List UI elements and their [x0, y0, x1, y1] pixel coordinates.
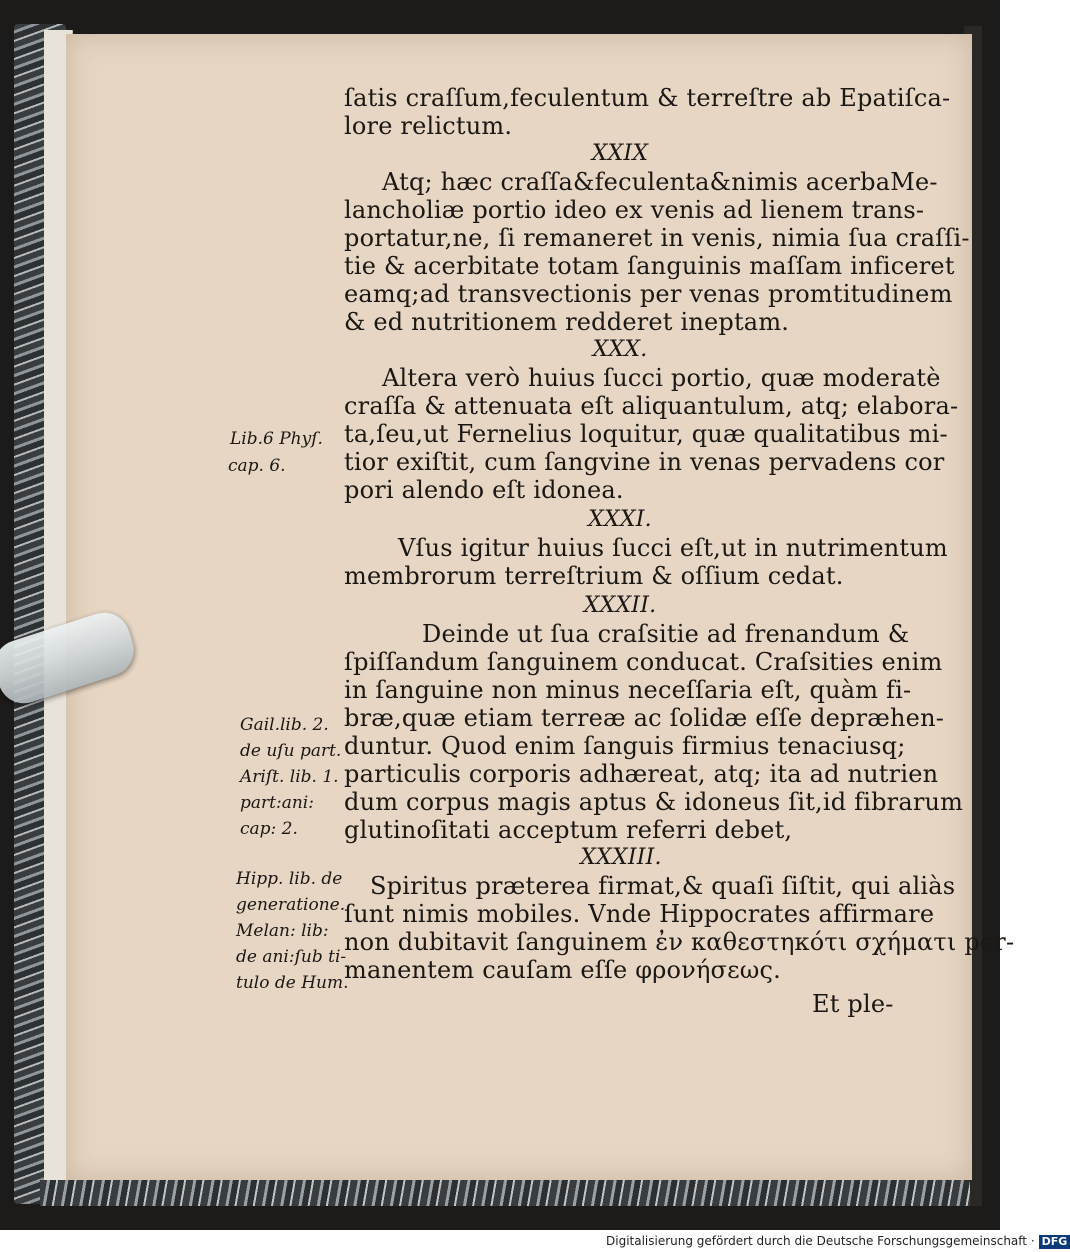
margin-note: generatione. — [236, 895, 346, 915]
text-line: Deinde ut ſua craſsitie ad frenandum & — [422, 620, 910, 648]
text-line: membrorum terreſtrium & oſſium cedat. — [344, 562, 844, 590]
text-line: eamq;ad transvectionis per venas promtitudinem — [344, 280, 953, 308]
margin-note: Hipp. lib. de — [236, 869, 343, 889]
text-line: manentem cauſam eſſe φρονήσεως. — [344, 956, 781, 984]
text-line: craſſa & attenuata eſt aliquantulum, atq; elabora- — [344, 392, 959, 420]
text-line: ſunt nimis mobiles. Vnde Hippocrates affirmare — [344, 900, 935, 928]
text-line: non dubitavit ſanguinem ἐν καθεστηκότι σχήματι per- — [344, 928, 1015, 956]
margin-note: de ani:ſub ti- — [236, 947, 347, 967]
section-number: XXXII. — [583, 593, 657, 618]
text-line: ſpiſſandum ſanguinem conducat. Craſsities enim — [344, 648, 943, 676]
text-line: ſatis craſſum,feculentum & terreſtre ab Epatiſca- — [344, 84, 951, 112]
section-number: XXXIII. — [580, 845, 662, 870]
text-line: tie & acerbitate totam ſanguinis maſſam inficeret — [344, 252, 955, 280]
text-line: lancholiæ portio ideo ex venis ad lienem trans- — [344, 196, 925, 224]
footer-text: Digitalisierung gefördert durch die Deutsche Forschungsgemeinschaft · — [606, 1234, 1035, 1248]
footer-credit — [606, 1231, 1068, 1252]
margin-note: Ariſt. lib. 1. — [240, 767, 339, 787]
text-line: Vſus igitur huius ſucci eſt,ut in nutrimentum — [398, 534, 948, 562]
section-number: XXXI. — [588, 507, 652, 532]
text-line: duntur. Quod enim ſanguis firmius tenaciusq; — [344, 732, 906, 760]
text-line: particulis corporis adhæreat, atq; ita ad nutrien — [344, 760, 939, 788]
text-line: tior exiſtit, cum ſangvine in venas pervadens cor — [344, 448, 945, 476]
text-line: dum corpus magis aptus & idoneus ſit,id fibrarum — [344, 788, 964, 816]
text-line: bræ,quæ etiam terreæ ac ſolidæ eſſe depræhen- — [344, 704, 945, 732]
text-line: in ſanguine non minus neceſſaria eſt, quàm fi- — [344, 676, 912, 704]
margin-note: Lib.6 Phyſ. — [230, 429, 323, 449]
text-line: ta,ſeu,ut Fernelius loquitur, quæ qualitatibus mi- — [344, 420, 948, 448]
text-line: Atq; hæc craſſa&feculenta&nimis acerbaMe- — [382, 168, 938, 196]
margin-note: Melan: lib: — [236, 921, 329, 941]
section-number: XXX. — [592, 337, 648, 362]
text-line: pori alendo eſt idonea. — [344, 476, 624, 504]
dfg-logo: DFG — [1039, 1235, 1070, 1249]
text-line: Altera verò huius ſucci portio, quæ moderatè — [382, 364, 941, 392]
margin-note: cap. 6. — [228, 456, 286, 476]
text-line: glutinoſitati acceptum referri debet, — [344, 816, 793, 844]
text-line: lore relictum. — [344, 112, 513, 140]
margin-note: cap: 2. — [240, 819, 298, 839]
margin-note: tulo de Hum. — [236, 973, 349, 993]
margin-note: de uſu part. — [240, 741, 342, 761]
catchword: Et ple- — [812, 990, 894, 1018]
text-line: Spiritus præterea firmat,& quaſi ſiſtit, qui aliàs — [370, 872, 956, 900]
margin-note: Gail.lib. 2. — [240, 715, 329, 735]
margin-note: part:ani: — [240, 793, 314, 813]
text-line: portatur,ne, ſi remaneret in venis, nimia ſua craſſi- — [344, 224, 970, 252]
text-line: & ed nutritionem redderet ineptam. — [344, 308, 790, 336]
section-number: XXIX — [591, 141, 649, 166]
marbled-cover-bottom — [40, 1180, 970, 1206]
